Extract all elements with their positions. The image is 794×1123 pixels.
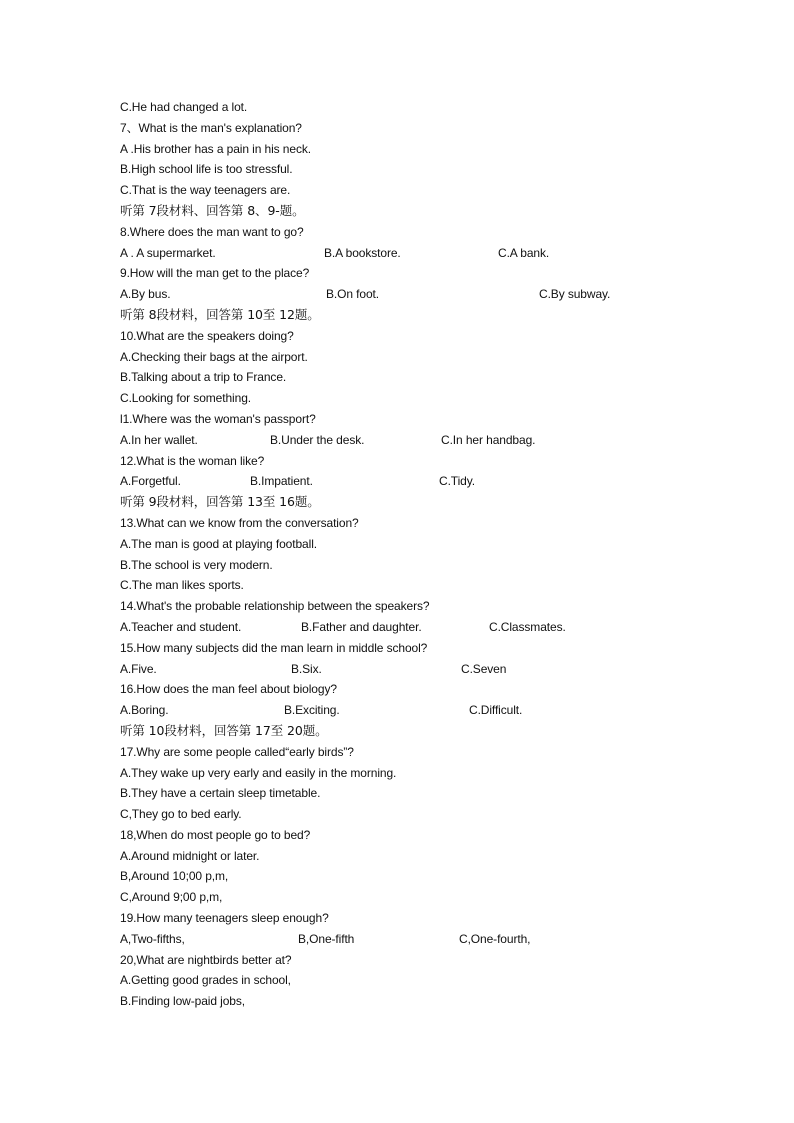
option-text: C.Difficult. <box>469 703 523 718</box>
option-text: B.Under the desk. <box>270 432 365 447</box>
section-instruction: 听第 10段材料，回答第 17至 20题。 <box>120 722 328 738</box>
option-row <box>120 284 720 305</box>
text-line: B.The school is very modern. <box>120 557 273 572</box>
option-row <box>120 471 720 492</box>
text-line: C.That is the way teenagers are. <box>120 183 291 198</box>
option-text: B.Impatient. <box>250 474 313 489</box>
text-line: 15.How many subjects did the man learn in middle school? <box>120 640 428 655</box>
option-text: A.Five. <box>120 661 157 676</box>
option-text: C.Classmates. <box>489 619 566 634</box>
option-row <box>120 700 720 721</box>
text-line: B.High school life is too stressful. <box>120 162 293 177</box>
text-line: C,They go to bed early. <box>120 807 242 822</box>
text-line: B.Finding low-paid jobs, <box>120 994 246 1009</box>
option-text: A.Forgetful. <box>120 474 181 489</box>
option-text: A,Two-fifths, <box>120 931 185 946</box>
text-line: 9.How will the man get to the place? <box>120 266 310 281</box>
text-line: 8.Where does the man want to go? <box>120 224 304 239</box>
option-text: B.Father and daughter. <box>301 619 422 634</box>
option-row <box>120 659 720 680</box>
text-line: 12.What is the woman like? <box>120 453 265 468</box>
question-list <box>120 97 720 1012</box>
text-line: C.The man likes sports. <box>120 578 244 593</box>
option-text: C,One-fourth, <box>459 931 531 946</box>
option-row <box>120 929 720 950</box>
text-line: A.Getting good grades in school, <box>120 973 291 988</box>
option-text: B,One-fifth <box>298 931 355 946</box>
option-text: C.Seven <box>461 661 507 676</box>
text-line: B.They have a certain sleep timetable. <box>120 786 321 801</box>
text-line: B.Talking about a trip to France. <box>120 370 287 385</box>
option-row <box>120 617 720 638</box>
section-instruction: 听第 8段材料，回答第 10至 12题。 <box>120 306 320 322</box>
text-line: A.They wake up very early and easily in the morning. <box>120 765 397 780</box>
text-line: 13.What can we know from the conversation? <box>120 515 359 530</box>
text-line: 19.How many teenagers sleep enough? <box>120 911 329 926</box>
text-line: l1.Where was the woman's passport? <box>120 411 316 426</box>
option-text: C.Tidy. <box>439 474 475 489</box>
option-text: A.In her wallet. <box>120 432 198 447</box>
option-row <box>120 243 720 264</box>
text-line: 10.What are the speakers doing? <box>120 328 294 343</box>
text-line: 14.What's the probable relationship between the speakers? <box>120 599 430 614</box>
option-row <box>120 430 720 451</box>
text-line: A.Around midnight or later. <box>120 848 260 863</box>
option-text: C.By subway. <box>539 287 611 302</box>
option-text: B.On foot. <box>326 287 380 302</box>
text-line: C.He had changed a lot. <box>120 100 248 114</box>
text-line: A .His brother has a pain in his neck. <box>120 141 311 156</box>
option-text: A.Teacher and student. <box>120 619 242 634</box>
option-text: A . A supermarket. <box>120 245 216 260</box>
text-line: C,Around 9;00 p,m, <box>120 890 223 905</box>
text-line: C.Looking for something. <box>120 391 252 406</box>
text-line: A.The man is good at playing football. <box>120 536 317 551</box>
text-line: 18,When do most people go to bed? <box>120 827 311 842</box>
option-text: B.Six. <box>291 661 322 676</box>
text-line: A.Checking their bags at the airport. <box>120 349 308 364</box>
option-text: A.Boring. <box>120 703 169 718</box>
section-instruction: 听第 9段材料，回答第 13至 16题。 <box>120 494 320 510</box>
option-text: C.A bank. <box>498 245 550 260</box>
option-text: A.By bus. <box>120 287 171 302</box>
option-text: B.A bookstore. <box>324 245 401 260</box>
section-instruction: 听第 7段材料、回答第 8、9-题。 <box>120 202 305 218</box>
text-line: 20,What are nightbirds better at? <box>120 952 292 967</box>
text-line: 16.How does the man feel about biology? <box>120 682 337 697</box>
option-text: C.In her handbag. <box>441 432 536 447</box>
option-text: B.Exciting. <box>284 703 340 718</box>
text-line: 17.Why are some people called“early birds”? <box>120 744 354 759</box>
text-line: B,Around 10;00 p,m, <box>120 869 229 884</box>
text-line: 7、What is the man's explanation? <box>120 120 302 135</box>
